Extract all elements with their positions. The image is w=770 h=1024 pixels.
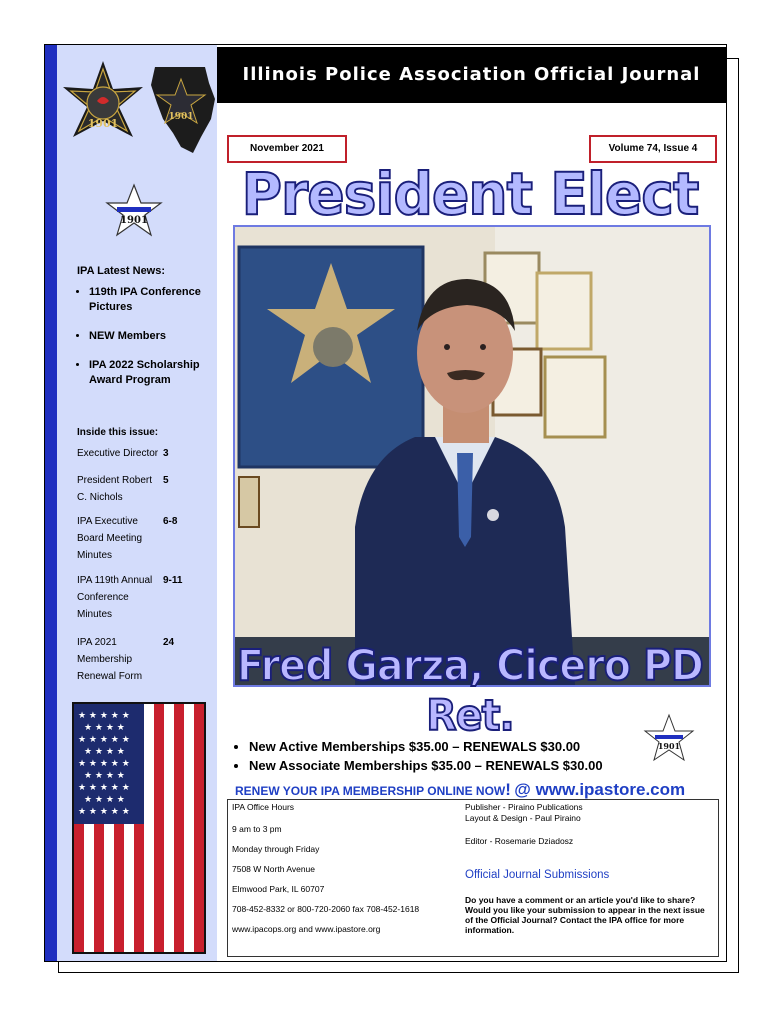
toc-label: IPA Executive Board Meeting Minutes (77, 516, 143, 561)
svg-text:★ ★ ★ ★ ★: ★ ★ ★ ★ ★ (78, 759, 130, 769)
office-phones: 708-452-8332 or 800-720-2060 fax 708-452-1618 (232, 904, 420, 914)
inside-issue-heading: Inside this issue: (77, 427, 159, 438)
svg-text:★ ★ ★ ★ ★: ★ ★ ★ ★ ★ (78, 735, 130, 745)
editor-credit: Editor - Rosemarie Dziadosz (465, 836, 574, 846)
renew-bang: ! (505, 780, 511, 799)
office-hours: 9 am to 3 pm (232, 824, 282, 834)
publisher-credit: Publisher - Piraino Publications (465, 802, 583, 812)
blue-edge-stripe (45, 45, 57, 961)
membership-item: • New Associate Memberships $35.00 – RENEWALS $30.00 (249, 756, 603, 775)
small-star-year: 1901 (120, 215, 148, 226)
toc-page: 9-11 (163, 575, 183, 586)
svg-text:★ ★ ★ ★ ★: ★ ★ ★ ★ ★ (78, 807, 130, 817)
office-info-box (227, 799, 719, 957)
toc-page: 3 (163, 448, 169, 459)
issue-date: November 2021 (227, 135, 347, 163)
state-badge-year: 1901 (168, 112, 194, 122)
svg-text:★ ★ ★ ★: ★ ★ ★ ★ (84, 795, 125, 805)
toc-label: Executive Director (77, 448, 159, 459)
main-headline: President Elect (241, 160, 699, 228)
office-address-line1: 7508 W North Avenue (232, 864, 316, 874)
svg-text:★ ★ ★ ★: ★ ★ ★ ★ (84, 771, 125, 781)
toc-page: 6-8 (163, 516, 178, 527)
svg-text:★ ★ ★ ★ ★: ★ ★ ★ ★ ★ (78, 783, 130, 793)
renew-text: RENEW YOUR IPA MEMBERSHIP ONLINE NOW (235, 784, 506, 798)
bottom-star-year: 1901 (657, 741, 681, 751)
toc-page: 5 (163, 475, 169, 486)
toc-page: 24 (163, 637, 175, 648)
issue-volume: Volume 74, Issue 4 (589, 135, 717, 163)
office-hours-title: IPA Office Hours (232, 802, 295, 812)
layout-credit: Layout & Design - Paul Piraino (465, 813, 581, 823)
submissions-heading: Official Journal Submissions (465, 869, 610, 881)
toc-label: IPA 119th Annual Conference Minutes (77, 575, 153, 620)
ipa-small-star-logo (103, 183, 165, 245)
latest-news-heading: IPA Latest News: (77, 265, 166, 277)
american-flag (72, 702, 206, 954)
office-days: Monday through Friday (232, 844, 320, 854)
renew-line (235, 780, 685, 800)
news-item[interactable]: • NEW Members (89, 329, 229, 344)
news-item[interactable]: • 119th IPA Conference Pictures (89, 285, 229, 315)
svg-text:★ ★ ★ ★ ★: ★ ★ ★ ★ ★ (78, 711, 130, 721)
toc-label: President Robert C. Nichols (77, 475, 153, 503)
svg-text:★ ★ ★ ★: ★ ★ ★ ★ (84, 747, 125, 757)
membership-item: • New Active Memberships $35.00 – RENEWALS $30.00 (249, 737, 603, 756)
submissions-text: Do you have a comment or an article you'd like to share? Would you like your submission to appear in the next issue of the Official Journal? Contact the IPA office for more information. (465, 895, 705, 935)
membership-list (231, 737, 603, 775)
journal-title: Illinois Police Association Official Journal (242, 64, 701, 85)
toc-label: IPA 2021 Membership Renewal Form (77, 637, 143, 682)
renew-url-link[interactable]: @ www.ipastore.com (514, 780, 686, 799)
ipa-star-logo (59, 59, 147, 151)
ipa-bottom-star-logo (643, 713, 695, 767)
president-photo (233, 225, 711, 687)
news-item[interactable]: • IPA 2022 Scholarship Award Program (89, 358, 229, 388)
sub-headline: Fred Garza, Cicero PD Ret. (237, 641, 703, 741)
office-address-line2: Elmwood Park, IL 60707 (232, 884, 325, 894)
journal-cover (44, 44, 727, 962)
svg-text:★ ★ ★ ★: ★ ★ ★ ★ (84, 723, 125, 733)
office-websites[interactable]: www.ipacops.org and www.ipastore.org (232, 924, 381, 934)
header-bar (217, 47, 726, 103)
latest-news-list (75, 285, 229, 402)
illinois-badge-logo (145, 63, 219, 155)
star-logo-year: 1901 (87, 117, 119, 130)
